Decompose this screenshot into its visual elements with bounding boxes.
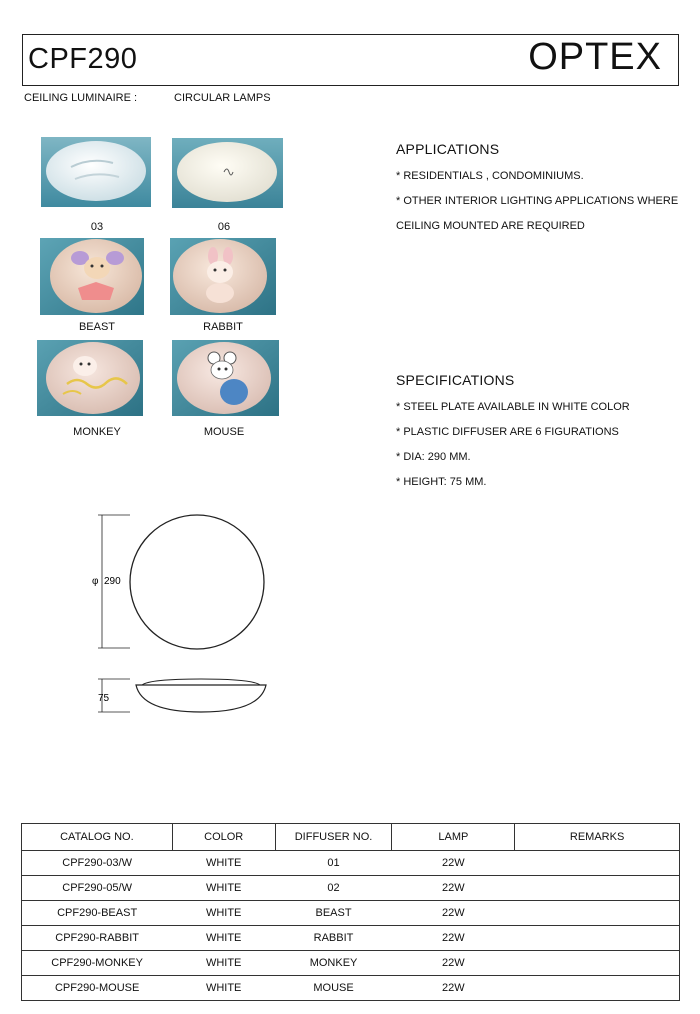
- table-row: [22, 851, 680, 876]
- dia-label: 290: [104, 576, 121, 587]
- diffuser-caption-beast: BEAST: [78, 321, 116, 333]
- application-line: CEILING MOUNTED ARE REQUIRED: [396, 220, 585, 232]
- category-label: CEILING LUMINAIRE :: [24, 92, 138, 104]
- table-row: [22, 901, 680, 926]
- cell: [515, 951, 680, 976]
- application-line: * OTHER INTERIOR LIGHTING APPLICATIONS WHERE: [396, 195, 679, 207]
- specifications-heading: SPECIFICATIONS: [396, 372, 515, 388]
- cell: WHITE: [172, 926, 275, 951]
- specification-line: * DIA: 290 MM.: [396, 451, 471, 463]
- table-row: [22, 951, 680, 976]
- height-label: 75: [98, 693, 110, 704]
- diffuser-caption-rabbit: RABBIT: [203, 321, 243, 333]
- specification-line: * PLASTIC DIFFUSER ARE 6 FIGURATIONS: [396, 426, 619, 438]
- diffuser-photo-03: [41, 137, 151, 207]
- cell: [515, 901, 680, 926]
- cell: WHITE: [172, 976, 275, 1001]
- cell: 22W: [392, 926, 515, 951]
- col-catalog: CATALOG NO.: [22, 824, 173, 851]
- cell: 22W: [392, 976, 515, 1001]
- cell: CPF290-05/W: [22, 876, 173, 901]
- cell: [515, 976, 680, 1001]
- cell: [515, 926, 680, 951]
- cell: WHITE: [172, 876, 275, 901]
- cell: RABBIT: [275, 926, 392, 951]
- specification-line: * STEEL PLATE AVAILABLE IN WHITE COLOR: [396, 401, 630, 413]
- col-lamp: LAMP: [392, 824, 515, 851]
- cell: CPF290-MOUSE: [22, 976, 173, 1001]
- table-header-row: [22, 824, 680, 851]
- cell: WHITE: [172, 901, 275, 926]
- diffuser-caption-03: 03: [90, 221, 104, 233]
- cell: BEAST: [275, 901, 392, 926]
- catalog-table: [21, 823, 680, 1001]
- cell: [515, 876, 680, 901]
- cell: 02: [275, 876, 392, 901]
- side-view-outline: [136, 685, 266, 712]
- specification-line: * HEIGHT: 75 MM.: [396, 476, 487, 488]
- cell: MONKEY: [275, 951, 392, 976]
- col-color: COLOR: [172, 824, 275, 851]
- cell: WHITE: [172, 851, 275, 876]
- diffuser-photo-beast: [40, 238, 144, 315]
- diffuser-photo-06: [172, 138, 283, 208]
- col-diffuser: DIFFUSER NO.: [275, 824, 392, 851]
- cell: CPF290-RABBIT: [22, 926, 173, 951]
- brand-logo: OPTEX: [528, 36, 662, 78]
- diffuser-photo-monkey: [37, 340, 143, 416]
- application-line: * RESIDENTIALS , CONDOMINIUMS.: [396, 170, 584, 182]
- cell: 22W: [392, 851, 515, 876]
- model-number: CPF290: [28, 43, 138, 75]
- title-header: [22, 34, 679, 86]
- cell: 01: [275, 851, 392, 876]
- cell: CPF290-03/W: [22, 851, 173, 876]
- cell: [515, 851, 680, 876]
- table-row: [22, 876, 680, 901]
- cell: 22W: [392, 876, 515, 901]
- cell: CPF290-BEAST: [22, 901, 173, 926]
- table-row: [22, 976, 680, 1001]
- col-remarks: REMARKS: [515, 824, 680, 851]
- diffuser-caption-mouse: MOUSE: [203, 426, 245, 438]
- diffuser-caption-monkey: MONKEY: [73, 426, 121, 438]
- dia-symbol: φ: [92, 576, 99, 587]
- cell: MOUSE: [275, 976, 392, 1001]
- dimension-drawing: [90, 505, 280, 720]
- table-row: [22, 926, 680, 951]
- applications-heading: APPLICATIONS: [396, 141, 500, 157]
- type-label: CIRCULAR LAMPS: [174, 92, 271, 104]
- diffuser-caption-06: 06: [217, 221, 231, 233]
- cell: WHITE: [172, 951, 275, 976]
- cell: CPF290-MONKEY: [22, 951, 173, 976]
- cell: 22W: [392, 901, 515, 926]
- diffuser-photo-rabbit: [170, 238, 276, 315]
- cell: 22W: [392, 951, 515, 976]
- diffuser-photo-mouse: [172, 340, 279, 416]
- top-view-outline: [130, 515, 264, 649]
